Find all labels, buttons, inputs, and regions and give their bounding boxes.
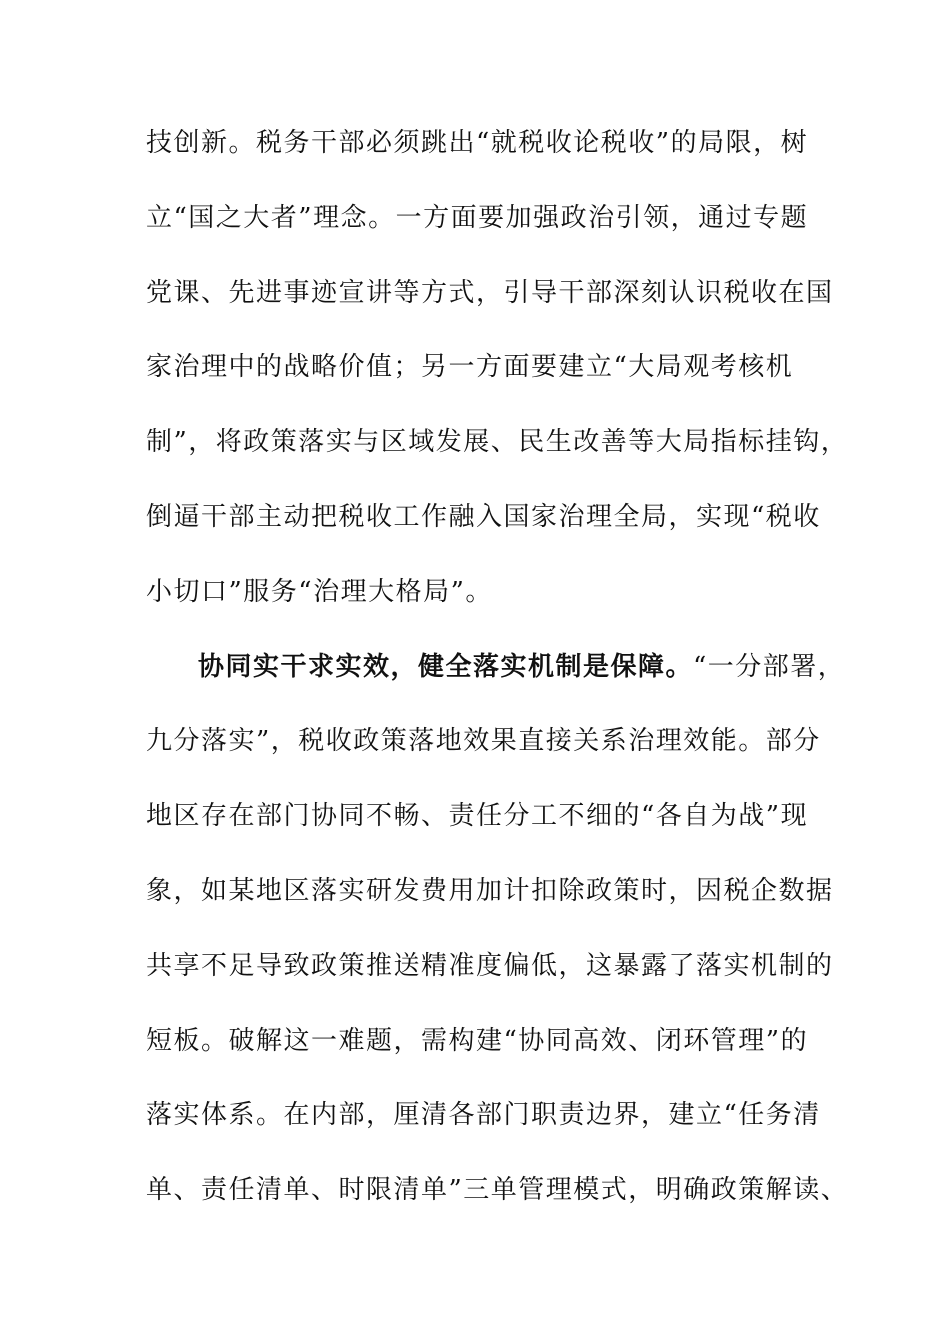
text-line-5: 制”，将政策落实与区域发展、民生改善等大局指标挂钩，	[146, 427, 849, 458]
text-line-9: 九分落实”，税收政策落地效果直接关系治理效能。部分	[146, 726, 821, 757]
text-line-13: 短板。破解这一难题，需构建“协同高效、闭环管理”的	[146, 1025, 809, 1056]
text-line-14: 落实体系。在内部，厘清各部门职责边界，建立“任务清	[146, 1100, 821, 1131]
text-line-2: 立“国之大者”理念。一方面要加强政治引领，通过专题	[146, 202, 809, 233]
paragraph-heading-rest: “一分部署，	[693, 651, 846, 682]
paragraph-heading: 协同实干求实效，健全落实机制是保障。	[198, 651, 694, 682]
text-line-1: 技创新。税务干部必须跳出“就税收论税收”的局限，树	[146, 128, 809, 158]
text-line-11: 象，如某地区落实研发费用加计扣除政策时，因税企数据	[146, 875, 834, 906]
document-body	[146, 120, 849, 1242]
text-line-15: 单、责任清单、时限清单”三单管理模式，明确政策解读、	[146, 1175, 849, 1206]
text-line-10: 地区存在部门协同不畅、责任分工不细的“各自为战”现	[146, 801, 809, 832]
text-line-6: 倒逼干部主动把税收工作融入国家治理全局，实现“税收	[146, 501, 821, 532]
text-line-4: 家治理中的战略价值；另一方面要建立“大局观考核机	[146, 352, 794, 383]
paragraph-heading-line	[146, 644, 846, 719]
text-line-7: 小切口”服务“治理大格局”。	[146, 576, 493, 607]
text-line-3: 党课、先进事迹宣讲等方式，引导干部深刻认识税收在国	[146, 277, 834, 308]
text-line-12: 共享不足导致政策推送精准度偏低，这暴露了落实机制的	[146, 950, 834, 981]
